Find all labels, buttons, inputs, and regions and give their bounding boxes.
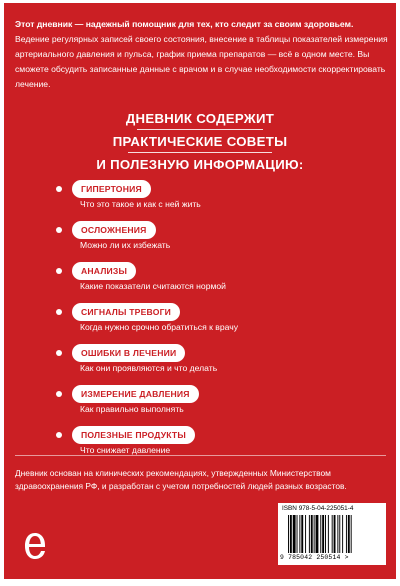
back-cover — [4, 3, 396, 579]
barcode — [278, 503, 386, 565]
bullet-icon — [56, 268, 62, 274]
bullet-icon — [56, 432, 62, 438]
topics-list — [56, 179, 376, 466]
list-item — [56, 343, 376, 384]
isbn-label: ISBN 978-5-04-225051-4 — [282, 505, 354, 512]
list-item — [56, 179, 376, 220]
heading-line-2: ПРАКТИЧЕСКИЕ СОВЕТЫ — [112, 134, 288, 149]
list-item — [56, 384, 376, 425]
barcode-number: 9 785042 250514 — [280, 554, 341, 561]
topic-description: Можно ли их избежать — [80, 240, 171, 250]
footer-divider — [15, 455, 386, 456]
topic-label: ОШИБКИ В ЛЕЧЕНИИ — [72, 344, 185, 362]
heading-line-3-row — [4, 153, 396, 176]
topic-label: ПОЛЕЗНЫЕ ПРОДУКТЫ — [72, 426, 195, 444]
section-heading — [4, 107, 396, 176]
barcode-digits — [280, 554, 349, 561]
heading-line-1: ДНЕВНИК СОДЕРЖИТ — [125, 111, 275, 126]
topic-label: ОСЛОЖНЕНИЯ — [72, 221, 156, 239]
list-item — [56, 261, 376, 302]
topic-label: СИГНАЛЫ ТРЕВОГИ — [72, 303, 180, 321]
intro-bold-text: Этот дневник — надежный помощник для тех, кто следит за своим здоровьем. — [15, 19, 354, 29]
heading-line-3: И ПОЛЕЗНУЮ ИНФОРМАЦИЮ: — [96, 157, 304, 172]
bullet-icon — [56, 227, 62, 233]
topic-label: ИЗМЕРЕНИЕ ДАВЛЕНИЯ — [72, 385, 199, 403]
list-item — [56, 220, 376, 261]
barcode-icon — [288, 515, 378, 553]
publisher-e-logo-icon — [24, 531, 46, 561]
bullet-icon — [56, 309, 62, 315]
list-item — [56, 302, 376, 343]
topic-label: ГИПЕРТОНИЯ — [72, 180, 151, 198]
heading-line-2-row — [4, 130, 396, 153]
bullet-icon — [56, 186, 62, 192]
topic-description: Что снижает давление — [80, 445, 171, 455]
topic-description: Как правильно выполнять — [80, 404, 184, 414]
topic-label: АНАЛИЗЫ — [72, 262, 136, 280]
list-item — [56, 425, 376, 466]
topic-description: Что это такое и как с ней жить — [80, 199, 201, 209]
intro-paragraph — [15, 17, 390, 92]
topic-description: Какие показатели считаются нормой — [80, 281, 226, 291]
intro-body-text: Ведение регулярных записей своего состояния, внесение в таблицы показателей измерения артериального давления и пульса, график приема препаратов — всё в одном месте. Вы сможете обсудить записанные данные с врачом и в случае необходимости скорректировать лечение. — [15, 34, 388, 89]
topic-description: Как они проявляются и что делать — [80, 363, 218, 373]
bullet-icon — [56, 391, 62, 397]
bullet-icon — [56, 350, 62, 356]
heading-line-1-row — [4, 107, 396, 130]
barcode-extra: > — [344, 554, 349, 561]
topic-description: Когда нужно срочно обратиться к врачу — [80, 322, 238, 332]
footer-note: Дневник основан на клинических рекомендациях, утвержденных Министерством здравоохранения РФ, и разработан с учетом потребностей людей разных возрастов. — [15, 468, 347, 491]
